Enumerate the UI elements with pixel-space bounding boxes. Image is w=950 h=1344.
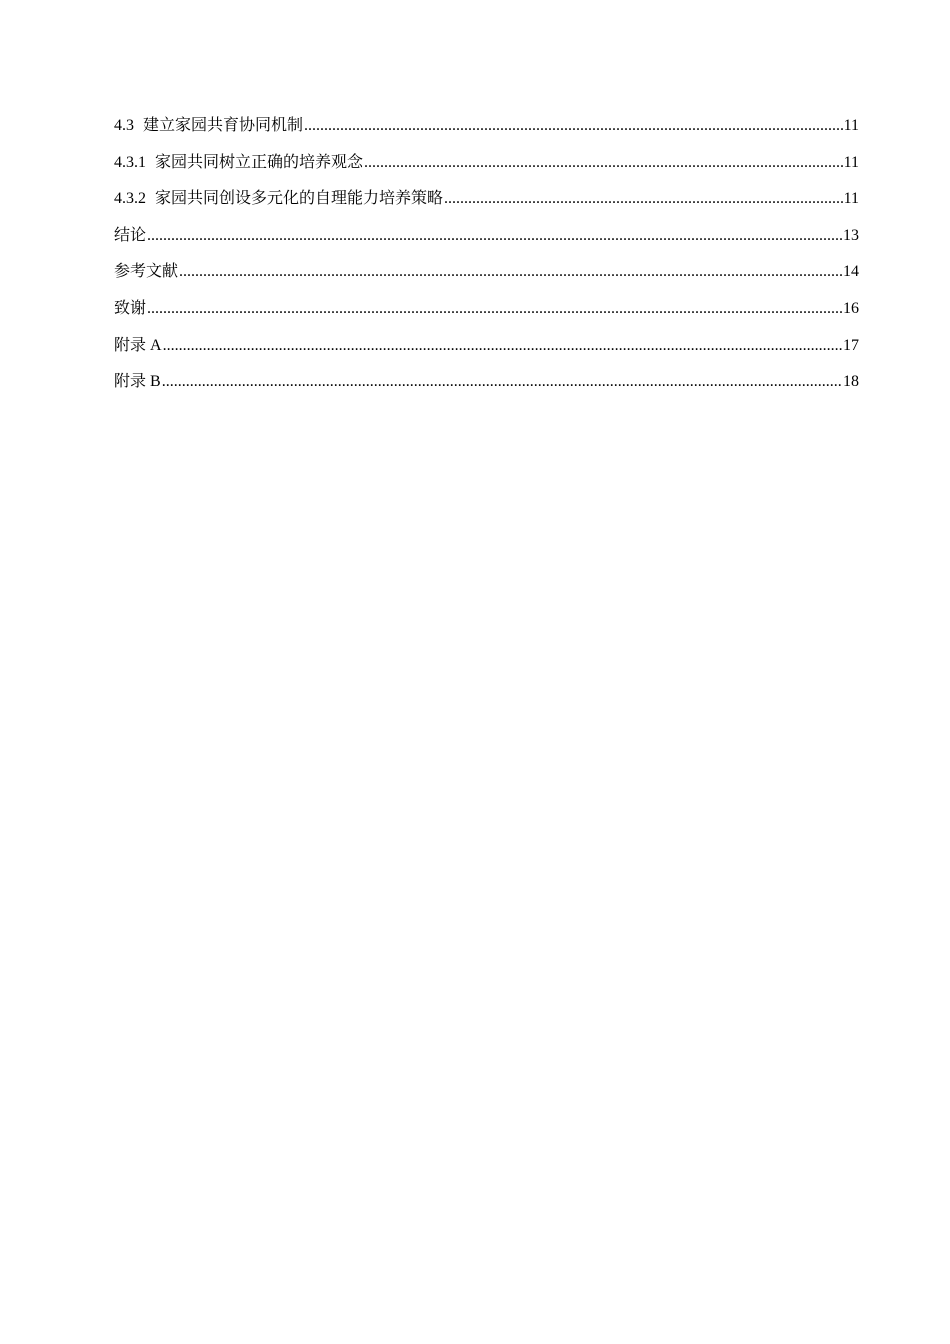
toc-page-number: 11 xyxy=(843,190,859,208)
toc-entry-label xyxy=(114,369,161,395)
toc-page-number: 11 xyxy=(843,153,859,171)
toc-page-number: 16 xyxy=(843,299,859,317)
toc-dot-leader xyxy=(147,223,842,249)
toc-entry[interactable] xyxy=(114,369,859,406)
toc-dot-leader xyxy=(147,296,842,322)
toc-entry[interactable] xyxy=(114,296,859,333)
toc-section-title: 家园共同树立正确的培养观念 xyxy=(155,153,364,171)
toc-section-title: 致谢 xyxy=(114,299,147,317)
toc-entry-label xyxy=(114,259,178,285)
toc-page-number: 18 xyxy=(843,373,859,391)
toc-entry-label xyxy=(114,113,303,139)
toc-page-number: 17 xyxy=(843,336,859,354)
toc-entry-label xyxy=(114,223,146,249)
toc-dot-leader xyxy=(162,369,842,395)
table-of-contents xyxy=(114,113,859,406)
toc-entry-label xyxy=(114,296,146,322)
toc-section-title: 参考文献 xyxy=(114,263,179,281)
toc-entry[interactable] xyxy=(114,113,859,150)
toc-entry-label xyxy=(114,150,363,176)
toc-section-title: 建立家园共育协同机制 xyxy=(143,117,304,134)
toc-dot-leader xyxy=(304,113,843,139)
toc-entry-label xyxy=(114,186,443,212)
toc-dot-leader xyxy=(179,259,842,285)
toc-section-title: 家园共同创设多元化的自理能力培养策略 xyxy=(155,190,444,208)
toc-entry[interactable] xyxy=(114,259,859,296)
toc-section-title: 结论 xyxy=(114,226,147,244)
toc-dot-leader xyxy=(163,333,842,359)
toc-page-number: 11 xyxy=(843,117,859,134)
toc-entry[interactable] xyxy=(114,333,859,370)
toc-section-title: 附录 A xyxy=(114,336,162,354)
toc-dot-leader xyxy=(364,150,843,176)
toc-entry[interactable] xyxy=(114,186,859,223)
toc-section-number: 4.3 xyxy=(114,117,134,134)
toc-section-number: 4.3.2 xyxy=(114,190,146,208)
toc-entry-label xyxy=(114,333,162,359)
toc-entry[interactable] xyxy=(114,150,859,187)
toc-section-title: 附录 B xyxy=(114,373,161,391)
toc-page-number: 14 xyxy=(843,263,859,281)
toc-page-number: 13 xyxy=(843,226,859,244)
toc-dot-leader xyxy=(444,186,843,212)
toc-section-number: 4.3.1 xyxy=(114,153,146,171)
toc-entry[interactable] xyxy=(114,223,859,260)
